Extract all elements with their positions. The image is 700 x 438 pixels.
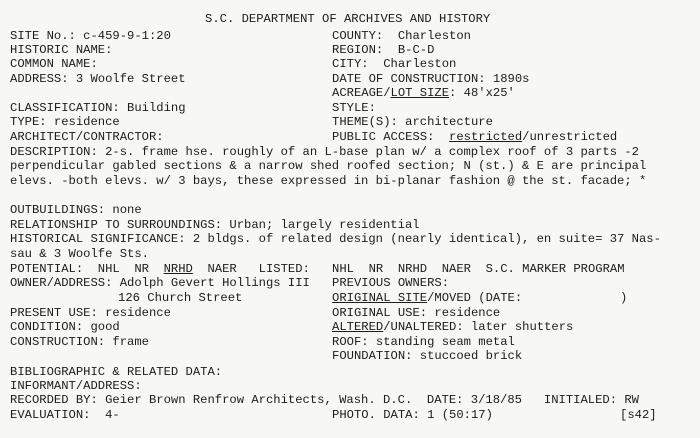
relationship-to-surroundings: RELATIONSHIP TO SURROUNDINGS: Urban; largely residential: [10, 218, 420, 232]
public-access-other: /unrestricted: [522, 130, 618, 144]
bibliographic-data: BIBLIOGRAPHIC & RELATED DATA:: [10, 365, 223, 379]
description-line-2: perpendicular gabled sections & a narrow shed roofed section; N (st.) & E are principal: [10, 159, 647, 173]
public-access-selected: restricted: [449, 130, 523, 144]
listed-options: NHL NR NRHD NAER S.C. MARKER PROGRAM: [332, 262, 625, 276]
site-number: SITE No.: c-459-9-1:20: [10, 29, 171, 43]
potential-label: POTENTIAL: NHL NR: [10, 262, 164, 276]
altered-unaltered: [332, 320, 573, 334]
lot-size-selected: LOT SIZE: [390, 86, 450, 100]
original-site-selected: ORIGINAL SITE: [332, 291, 428, 305]
acreage-lot-size: [332, 86, 515, 100]
potential-selected: NRHD: [163, 262, 193, 276]
region: REGION: B-C-D: [332, 43, 435, 57]
evaluation: EVALUATION: 4-: [10, 408, 120, 422]
lot-size-value: : 48'x25': [449, 86, 515, 100]
county: COUNTY: Charleston: [332, 29, 471, 43]
potential: [10, 262, 310, 276]
historic-name: HISTORIC NAME:: [10, 43, 113, 57]
photo-data: PHOTO. DATA: 1 (50:17): [332, 408, 493, 422]
original-site-moved: [332, 291, 522, 305]
owner-address-line-2: 126 Church Street: [118, 291, 243, 305]
historical-significance-line-2: sau & 3 Woolfe Sts.: [10, 247, 149, 261]
date-of-construction: DATE OF CONSTRUCTION: 1890s: [332, 72, 530, 86]
potential-other: NAER LISTED:: [192, 262, 310, 276]
reference-code: [s42]: [620, 408, 657, 422]
themes: THEME(S): architecture: [332, 115, 493, 129]
common-name: COMMON NAME:: [10, 57, 98, 71]
roof: ROOF: standing seam metal: [332, 335, 515, 349]
acreage-label: ACREAGE/: [332, 86, 391, 100]
style: STYLE:: [332, 101, 376, 115]
architect-contractor: ARCHITECT/CONTRACTOR:: [10, 130, 164, 144]
present-use: PRESENT USE: residence: [10, 306, 171, 320]
outbuildings: OUTBUILDINGS: none: [10, 203, 142, 217]
informant-address: INFORMANT/ADDRESS:: [10, 379, 142, 393]
city: CITY: Charleston: [332, 57, 457, 71]
recorded-by: RECORDED BY: Geier Brown Renfrow Architects, Wash. D.C. DATE: 3/18/85 INITIALED: RW: [10, 393, 639, 407]
condition: CONDITION: good: [10, 320, 120, 334]
type: TYPE: residence: [10, 115, 120, 129]
original-use: ORIGINAL USE: residence: [332, 306, 501, 320]
classification: CLASSIFICATION: Building: [10, 101, 186, 115]
description-line-1: DESCRIPTION: 2-s. frame hse. roughly of an L-base plan w/ a complex roof of 3 parts -2: [10, 145, 639, 159]
owner-address: OWNER/ADDRESS: Adolph Gevert Hollings III: [10, 276, 310, 290]
historical-significance-line-1: HISTORICAL SIGNIFICANCE: 2 bldgs. of related design (nearly identical), en suite= 37 Nas-: [10, 232, 661, 246]
public-access: [332, 130, 617, 144]
construction: CONSTRUCTION: frame: [10, 335, 149, 349]
altered-detail: /UNALTERED: later shutters: [383, 320, 574, 334]
previous-owners: PREVIOUS OWNERS:: [332, 276, 450, 290]
form-title: S.C. DEPARTMENT OF ARCHIVES AND HISTORY: [205, 12, 491, 26]
public-access-label: PUBLIC ACCESS:: [332, 130, 450, 144]
altered-selected: ALTERED: [332, 320, 384, 334]
foundation: FOUNDATION: stuccoed brick: [332, 349, 523, 363]
moved-date-label: /MOVED (DATE:: [427, 291, 523, 305]
description-line-3: elevs. -both elevs. w/ 3 bays, these expressed in bi-planar fashion @ the st. facade; *: [10, 174, 647, 188]
address: ADDRESS: 3 Woolfe Street: [10, 72, 186, 86]
moved-date-close: ): [620, 291, 628, 305]
